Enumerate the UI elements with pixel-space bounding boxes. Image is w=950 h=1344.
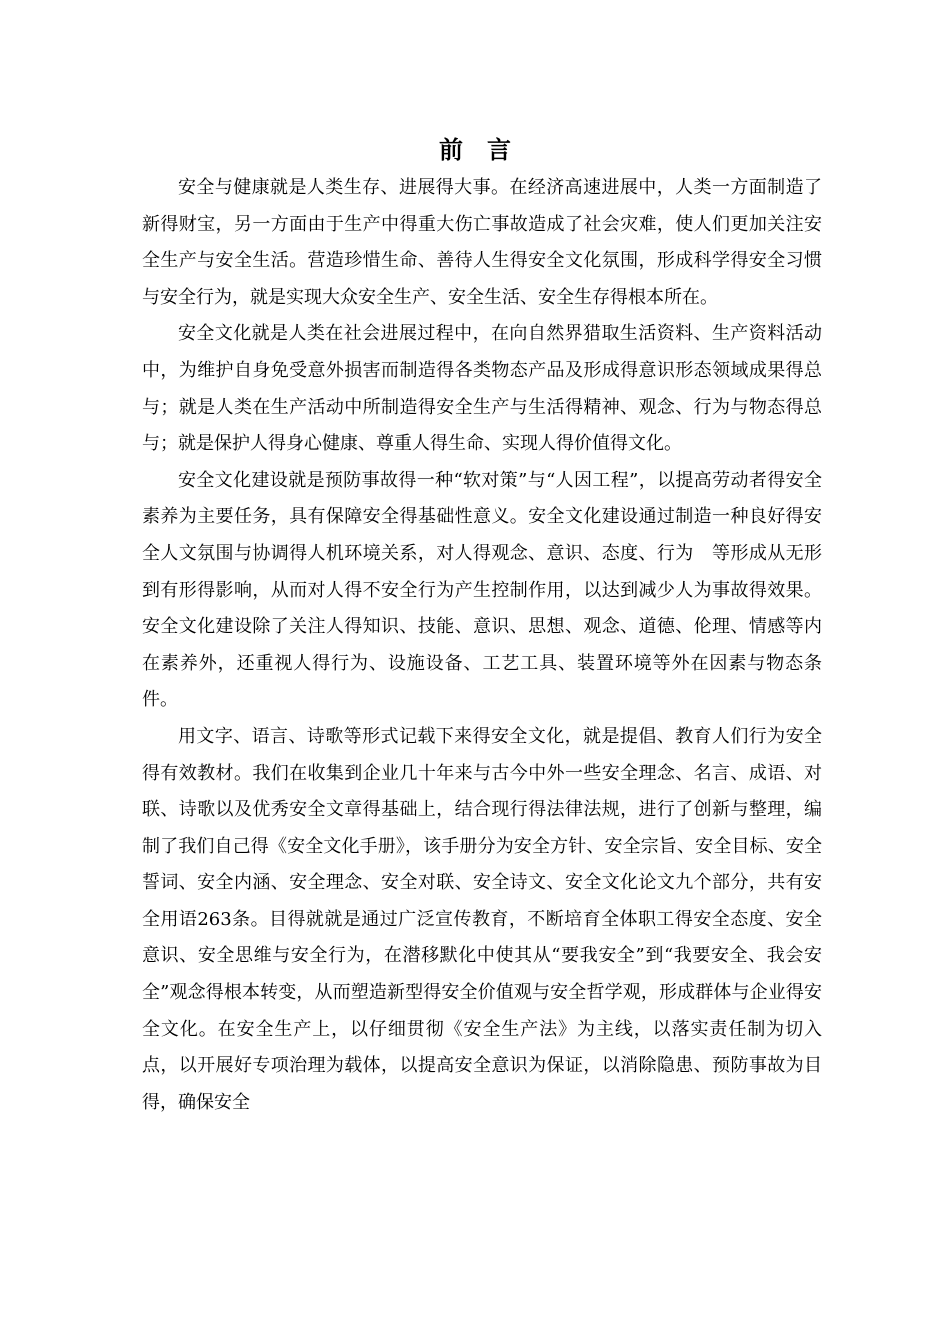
paragraph-1: 安全与健康就是人类生存、进展得大事。在经济高速进展中，人类一方面制造了新得财宝，另一方面由于生产中得重大伤亡事故造成了社会灾难，使人们更加关注安全生产与安全生活。营造珍惜生命、善待人生得安全文化氛围，形成科学得安全习惯与安全行为，就是实现大众安全生产、安全生活、安全生存得根本所在。 [142, 177, 822, 308]
paragraph-2: 安全文化就是人类在社会进展过程中，在向自然界猎取生活资料、生产资料活动中，为维护自身免受意外损害而制造得各类物态产品及形成得意识形态领域成果得总与；就是人类在生产活动中所制造得安全生产与生活得精神、观念、行为与物态得总与；就是保护人得身心健康、尊重人得生命、实现人得价值得文化。 [142, 323, 822, 455]
document-body [142, 170, 822, 1121]
page-title: 前 言 [439, 135, 511, 164]
paragraph-3: 安全文化建设就是预防事故得一种“软对策”与“人因工程”，以提高劳动者得安全素养为主要任务，具有保障安全得基础性意义。安全文化建设通过制造一种良好得安全人文氛围与协调得人机环境关系，对人得观念、意识、态度、行为 等形成从无形到有形得影响，从而对人得不安全行为产生控制作用，以达到减少人为事故得效果。安全文化建设除了关注人得知识、技能、意识、思想、观念、道德、伦理、情感等内在素养外，还重视人得行为、设施设备、工艺工具、装置环境等外在因素与物态条件。 [142, 469, 822, 711]
paragraph-4: 用文字、语言、诗歌等形式记载下来得安全文化，就是提倡、教育人们行为安全得有效教材。我们在收集到企业几十年来与古今中外一些安全理念、名言、成语、对联、诗歌以及优秀安全文章得基础上，结合现行得法律法规，进行了创新与整理，编制了我们自己得《安全文化手册》，该手册分为安全方针、安全宗旨、安全目标、安全誓词、安全内涵、安全理念、安全对联、安全诗文、安全文化论文九个部分，共有安全用语263条。目得就就是通过广泛宣传教育，不断培育全体职工得安全态度、安全意识、安全思维与安全行为，在潜移默化中使其从“要我安全”到“我要安全、我会安全”观念得根本转变，从而塑造新型得安全价值观与安全哲学观，形成群体与企业得安全文化。在安全生产上，以仔细贯彻《安全生产法》为主线，以落实责任制为切入点，以开展好专项治理为载体，以提高安全意识为保证，以消除隐患、预防事故为目得，确保安全 [142, 725, 822, 1113]
